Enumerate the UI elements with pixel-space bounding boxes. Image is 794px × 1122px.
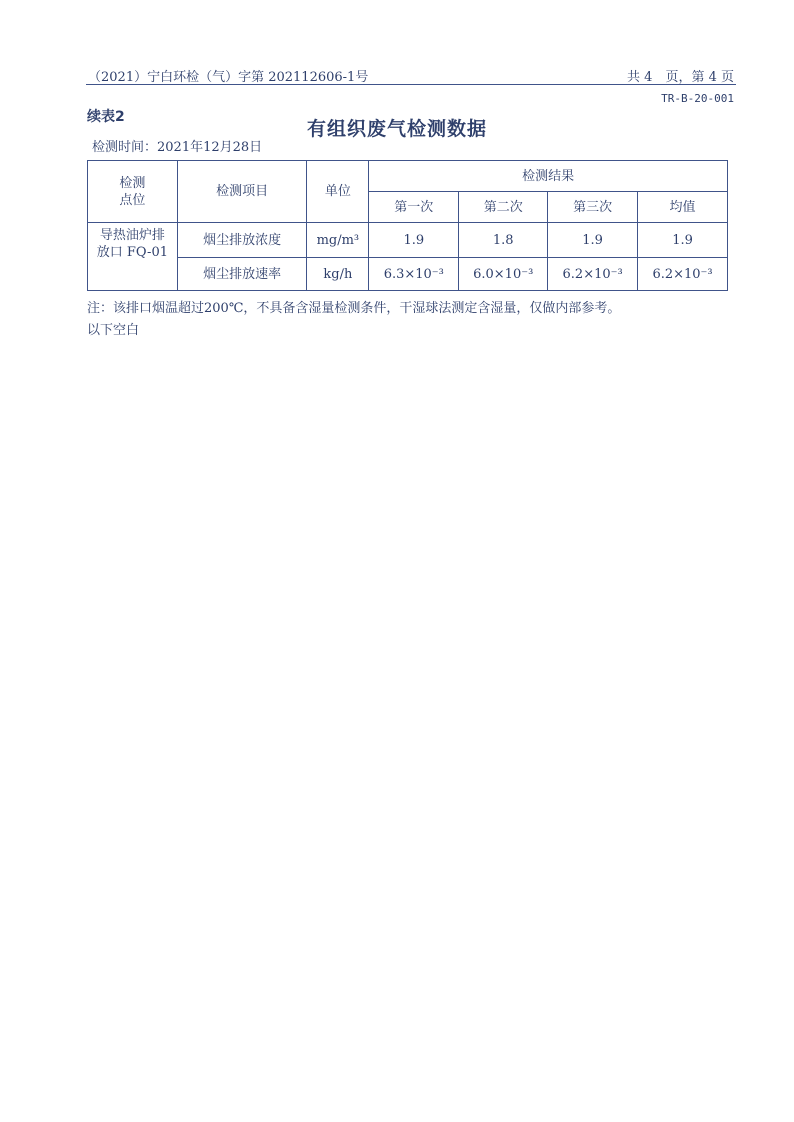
location-cell: 导热油炉排 放口 FQ-01 bbox=[88, 223, 178, 291]
header-run-1: 第一次 bbox=[369, 192, 459, 223]
header-unit: 单位 bbox=[307, 161, 369, 223]
table-header-row bbox=[88, 161, 728, 192]
value-cell: 6.3×10⁻³ bbox=[369, 258, 459, 291]
table-row bbox=[88, 258, 728, 291]
average-cell: 1.9 bbox=[638, 223, 728, 258]
unit-cell: kg/h bbox=[307, 258, 369, 291]
page-info: 共 4 页，第 4 页 bbox=[627, 70, 734, 85]
unit-cell: mg/m³ bbox=[307, 223, 369, 258]
end-marker: 以下空白 bbox=[87, 323, 140, 338]
report-number: （2021）宁白环检（气）字第 202112606-1号 bbox=[88, 70, 369, 85]
value-cell: 1.8 bbox=[459, 223, 548, 258]
header-run-2: 第二次 bbox=[459, 192, 548, 223]
item-cell: 烟尘排放浓度 bbox=[177, 223, 307, 258]
page-title: 有组织废气检测数据 bbox=[306, 118, 487, 140]
table-row bbox=[88, 223, 728, 258]
header-average: 均值 bbox=[638, 192, 728, 223]
header-location: 检测 点位 bbox=[88, 161, 178, 223]
data-table bbox=[87, 160, 728, 291]
header-divider bbox=[86, 84, 736, 85]
value-cell: 6.2×10⁻³ bbox=[548, 258, 638, 291]
footnote: 注：该排口烟温超过200℃，不具备含湿量检测条件，干湿球法测定含湿量，仅做内部参考。 bbox=[87, 301, 621, 316]
value-cell: 6.0×10⁻³ bbox=[459, 258, 548, 291]
value-cell: 1.9 bbox=[548, 223, 638, 258]
item-cell: 烟尘排放速率 bbox=[177, 258, 307, 291]
header-results: 检测结果 bbox=[369, 161, 728, 192]
average-cell: 6.2×10⁻³ bbox=[638, 258, 728, 291]
value-cell: 1.9 bbox=[369, 223, 459, 258]
test-date: 检测时间：2021年12月28日 bbox=[92, 140, 263, 155]
form-code: TR-B-20-001 bbox=[661, 92, 734, 105]
header-item: 检测项目 bbox=[177, 161, 307, 223]
header-run-3: 第三次 bbox=[548, 192, 638, 223]
continuation-label: 续表2 bbox=[87, 109, 125, 125]
